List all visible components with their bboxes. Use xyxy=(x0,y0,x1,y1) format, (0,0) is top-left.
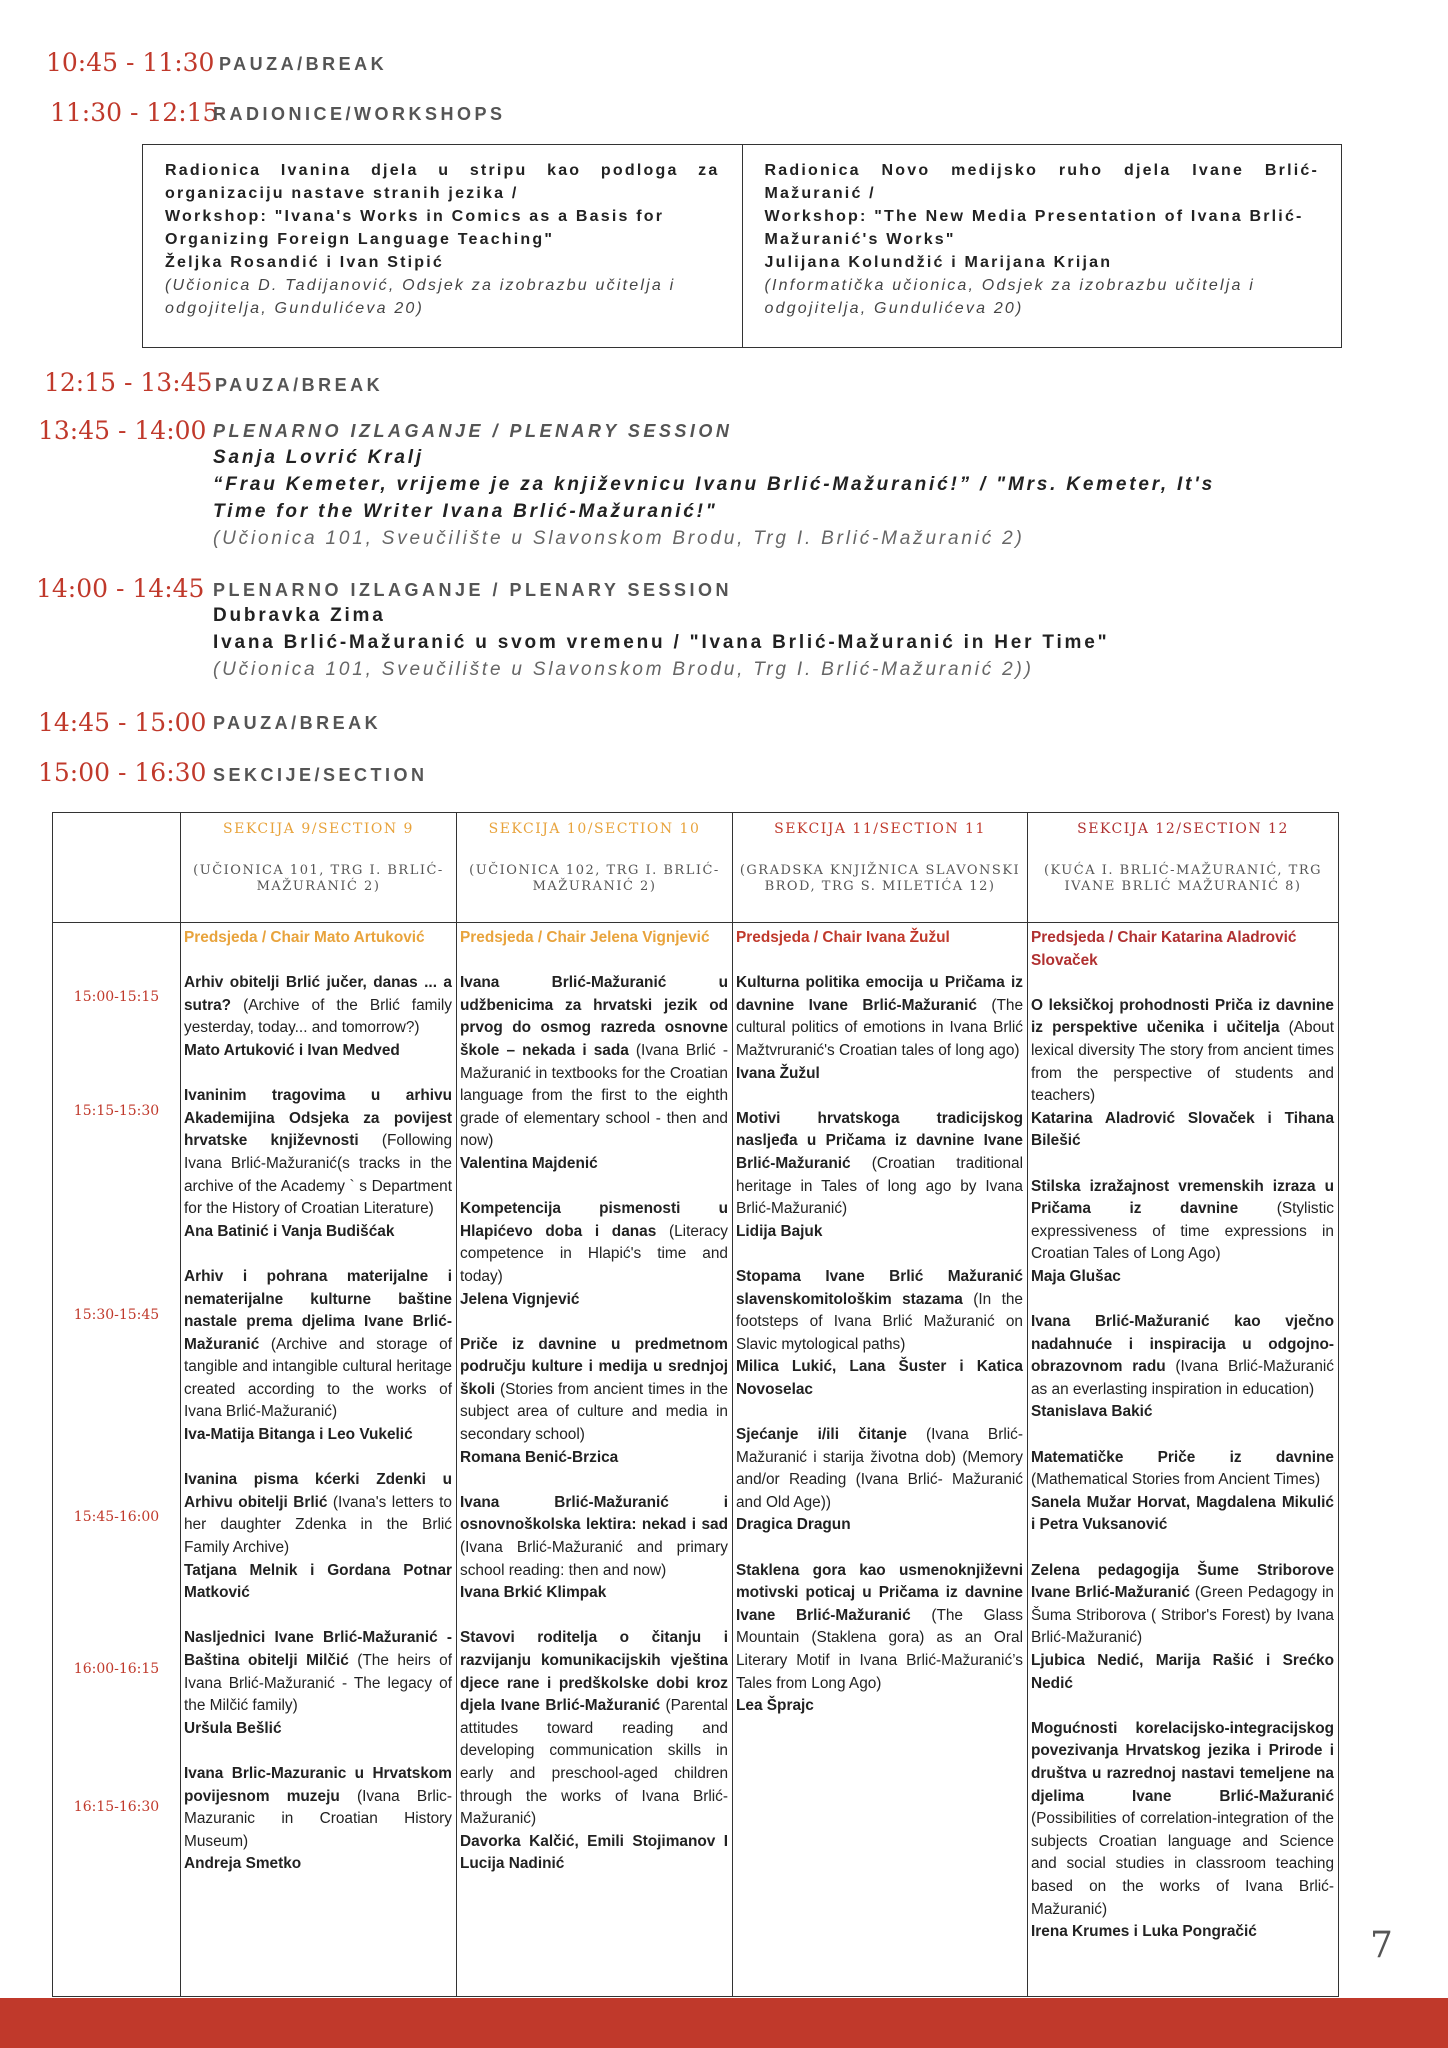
paper-entry xyxy=(1031,995,1334,1153)
paper-authors: Dragica Dragun xyxy=(736,1516,851,1534)
paper-entry xyxy=(1031,1560,1334,1696)
section-9-room: (UČIONICA 101, TRG I. BRLIĆ-MAŽURANIĆ 2) xyxy=(193,863,444,894)
section-9-header xyxy=(181,813,457,923)
plenary-2-speaker: Dubravka Zima xyxy=(213,605,386,626)
paper-title: Staklena gora kao usmenoknjiževni motivski poticaj u Pričama iz davnine Ivane Brlić-Mažuranić xyxy=(736,1561,1023,1624)
plenary-2-title: Ivana Brlić-Mažuranić u svom vremenu / "Ivana Brlić-Mažuranić in Her Time" xyxy=(213,632,1110,653)
paper-entry xyxy=(184,1469,452,1605)
paper-title: Sjećanje i/ili čitanje xyxy=(736,1426,907,1444)
workshops-box xyxy=(142,144,1342,348)
paper-title: Arhiv obitelji Brlić jučer, danas ... a sutra? xyxy=(184,974,452,1014)
time-13-45: 13:45 - 14:00 xyxy=(38,416,207,445)
paper-authors: Andreja Smetko xyxy=(184,1855,302,1873)
paper-entry xyxy=(184,972,452,1062)
plenary-1-speaker: Sanja Lovrić Kralj xyxy=(213,447,424,468)
paper-description: (Ivana Brlić-Mažuranić i starija životna dob) (Memory and/or Reading (Ivana Brlić- Mažuranić and Old Age)) xyxy=(736,1426,1023,1511)
footer-bar xyxy=(0,1998,1448,2048)
time-14-45: 14:45 - 15:00 xyxy=(38,708,207,737)
paper-title: Ivana Brlić-Mažuranić u udžbenicima za hrvatski jezik od prvog do osmog razreda osnovne škole – nekada i sada xyxy=(460,974,728,1059)
paper-authors: Maja Glušac xyxy=(1031,1267,1121,1285)
paper-description: (Mathematical Stories from Ancient Times) xyxy=(1031,1471,1321,1489)
paper-entry xyxy=(736,972,1023,1085)
sections-header-row xyxy=(53,813,1339,923)
slot-4: 15:45-16:00 xyxy=(73,1509,160,1525)
plenary-1-location: (Učionica 101, Sveučilište u Slavonskom Brodu, Trg I. Brlić-Mažuranić 2) xyxy=(213,528,1025,549)
paper-authors: Romana Benić-Brzica xyxy=(460,1448,619,1466)
slot-6: 16:15-16:30 xyxy=(73,1799,160,1815)
paper-authors: Irena Krumes i Luka Pongračić xyxy=(1031,1923,1257,1941)
section-chair: Predsjeda / Chair Mato Artuković xyxy=(184,929,425,946)
paper-title: Priče iz davnine u predmetnom području kulture i medija u srednjoj školi xyxy=(460,1335,728,1398)
paper-entry xyxy=(1031,1447,1334,1537)
workshop-1-title-en: Workshop: "Ivana's Works in Comics as a Basis for Organizing Foreign Language Teaching" xyxy=(165,208,665,248)
paper-description: (Croatian traditional heritage in Tales of long ago by Ivana Brlić-Mažuranić) xyxy=(736,1154,1023,1218)
slot-2: 15:15-15:30 xyxy=(73,1103,160,1119)
paper-entry xyxy=(460,972,728,1175)
paper-authors: Ivana Žužul xyxy=(736,1064,820,1082)
section-12-header xyxy=(1028,813,1339,923)
workshop-1-authors: Željka Rosandić i Ivan Stipić xyxy=(165,254,444,271)
sections-table xyxy=(52,812,1339,1997)
section-11-column xyxy=(733,923,1028,1997)
paper-description: (Ivana Brlić-Mažuranić and primary school reading: then and now) xyxy=(460,1539,728,1579)
paper-description: (Ivana's letters to her daughter Zdenka in the Brlić Family Archive) xyxy=(184,1493,452,1557)
label-break-3: PAUZA/BREAK xyxy=(213,713,382,733)
section-12-room: (KUĆA I. BRLIĆ-MAŽURANIĆ, TRG IVANE BRLIĆ MAŽURANIĆ 8) xyxy=(1043,863,1323,894)
label-sections: SEKCIJE/SECTION xyxy=(213,765,428,785)
paper-entry xyxy=(460,1198,728,1311)
section-10-room: (UČIONICA 102, TRG I. BRLIĆ-MAŽURANIĆ 2) xyxy=(469,863,720,894)
paper-description: (Stylistic expressiveness of time expressions in Croatian Tales of Long Ago) xyxy=(1031,1200,1334,1263)
paper-title: O leksičkoj prohodnosti Priča iz davnine iz perspektive učenika i učitelja xyxy=(1031,996,1334,1037)
paper-authors: Jelena Vignjević xyxy=(460,1290,580,1308)
paper-title: Ivanina pisma kćerki Zdenki u Arhivu obitelji Brlić xyxy=(184,1471,452,1511)
paper-entry xyxy=(1031,1176,1334,1289)
section-9-title: SEKCIJA 9/SECTION 9 xyxy=(223,821,414,837)
slot-3: 15:30-15:45 xyxy=(73,1307,160,1323)
paper-entry xyxy=(736,1108,1023,1244)
header-empty-cell xyxy=(53,813,181,923)
paper-entry xyxy=(184,1627,452,1740)
section-10-column xyxy=(457,923,733,1997)
paper-entry xyxy=(184,1085,452,1243)
paper-entry xyxy=(736,1560,1023,1718)
paper-authors: Davorka Kalčić, Emili Stojimanov I Lucija Nadinić xyxy=(460,1832,728,1873)
section-9-column xyxy=(181,923,457,1997)
paper-authors: Uršula Bešlić xyxy=(184,1719,282,1737)
paper-description: (Stories from ancient times in the subject area of culture and media in secondary school) xyxy=(460,1380,728,1444)
section-chair: Predsjeda / Chair Ivana Žužul xyxy=(736,929,950,946)
page-number: 7 xyxy=(1370,1925,1393,1966)
paper-authors: Lea Šprajc xyxy=(736,1697,814,1715)
paper-entry xyxy=(1031,1311,1334,1424)
paper-entry xyxy=(736,1424,1023,1537)
paper-title: Arhiv i pohrana materijalne i nematerijalne kulturne baštine nastale prema djelima Ivane Brlić-Mažuranić xyxy=(184,1267,452,1353)
paper-title: Stilska izražajnost vremenskih izraza u Pričama iz davnine xyxy=(1031,1177,1334,1218)
paper-description: (Ivana Brlić-Mažuranić as an everlasting inspiration in education) xyxy=(1031,1358,1334,1398)
paper-authors: Ivana Brkić Klimpak xyxy=(460,1584,607,1602)
section-12-column xyxy=(1028,923,1339,1997)
paper-description: (Parental attitudes toward reading and developing communication skills in early and preschool-aged children through the works of Ivana Brlić-Mažuranić) xyxy=(460,1697,728,1828)
paper-authors: Mato Artuković i Ivan Medved xyxy=(184,1041,400,1059)
section-10-title: SEKCIJA 10/SECTION 10 xyxy=(488,821,701,837)
section-12-title: SEKCIJA 12/SECTION 12 xyxy=(1077,821,1289,837)
paper-authors: Ljubica Nedić, Marija Rašić i Srećko Nedić xyxy=(1031,1652,1334,1692)
paper-authors: Valentina Majdenić xyxy=(460,1154,598,1172)
workshop-2 xyxy=(742,145,1342,347)
paper-description: (Possibilities of correlation-integration of the subjects Croatian language and Science and social studies in classroom teaching based on the works of Ivana Brlić-Mažuranić) xyxy=(1031,1810,1334,1918)
paper-description: (The cultural politics of emotions in Ivana Brlić Mažtvruranić's Croatian tales of long ago) xyxy=(736,996,1024,1059)
paper-description: (Literacy competence in Hlapić's time and today) xyxy=(460,1222,728,1285)
section-11-title: SEKCIJA 11/SECTION 11 xyxy=(774,821,986,837)
plenary-1-label: PLENARNO IZLAGANJE / PLENARY SESSION xyxy=(213,421,733,441)
paper-authors: Milica Lukić, Lana Šuster i Katica Novoselac xyxy=(736,1358,1023,1398)
workshop-1-title-hr: Radionica Ivanina djela u stripu kao podloga za organizaciju nastave stranih jezika / xyxy=(165,162,720,202)
time-11-30: 11:30 - 12:15 xyxy=(50,98,219,127)
paper-entry xyxy=(1031,1718,1334,1944)
paper-title: Stopama Ivane Brlić Mažuranić slavenskomitološkim stazama xyxy=(736,1267,1023,1308)
section-chair: Predsjeda / Chair Jelena Vignjević xyxy=(460,929,710,946)
paper-entry xyxy=(184,1266,452,1447)
paper-entry xyxy=(736,1266,1023,1402)
plenary-2-location: (Učionica 101, Sveučilište u Slavonskom Brodu, Trg I. Brlić-Mažuranić 2)) xyxy=(213,659,1034,680)
label-workshops: RADIONICE/WORKSHOPS xyxy=(213,104,506,124)
paper-description: (The heirs of Ivana Brlić-Mažuranić - The legacy of the Milčić family) xyxy=(184,1652,452,1715)
time-10-45: 10:45 - 11:30 xyxy=(46,48,215,77)
workshop-2-title-en: Workshop: "The New Media Presentation of Ivana Brlić-Mažuranić's Works" xyxy=(764,208,1304,248)
paper-description: (About lexical diversity The story from ancient times from the perspective of students and teachers) xyxy=(1031,1019,1334,1105)
paper-title: Nasljednici Ivane Brlić-Mažuranić - Baština obitelji Milčić xyxy=(184,1629,452,1669)
section-11-room: (GRADSKA KNJIŽNICA SLAVONSKI BROD, TRG S. MILETIĆA 12) xyxy=(739,863,1021,894)
paper-description: (Ivana Brlić - Mažuranić in textbooks for the Croatian language from the first to the eighth grade of elementary school - then and now) xyxy=(460,1041,729,1150)
paper-title: Stavovi roditelja o čitanju i razvijanju komunikacijskih vještina djece rane i predškolske dobi kroz djela Ivane Brlić-Mažuranić xyxy=(460,1629,728,1715)
label-break-2: PAUZA/BREAK xyxy=(215,375,384,395)
paper-authors: Lidija Bajuk xyxy=(736,1222,823,1240)
plenary-1-title-1: “Frau Kemeter, vrijeme je za književnicu Ivanu Brlić-Mažuranić!” / "Mrs. Kemeter, It's xyxy=(213,474,1215,495)
paper-description: (Archive of the Brlić family yesterday, today... and tomorrow?) xyxy=(184,996,452,1037)
paper-description: (Following Ivana Brlić-Mažuranić(s tracks in the archive of the Academy ` s Department for the History of Croatian Literature) xyxy=(184,1132,452,1218)
workshop-2-location: (Informatička učionica, Odsjek za izobrazbu učitelja i odgojitelja, Gundulićeva 20) xyxy=(764,277,1256,317)
paper-authors: Iva-Matija Bitanga i Leo Vukelić xyxy=(184,1426,413,1444)
paper-authors: Tatjana Melnik i Gordana Potnar Matković xyxy=(184,1561,452,1602)
paper-description: (Archive and storage of tangible and intangible cultural heritage created according to the works of Ivana Brlić-Mažuranić) xyxy=(184,1335,452,1421)
paper-title: Kompetencija pismenosti u Hlapićevo doba i danas xyxy=(460,1200,728,1240)
paper-authors: Ana Batinić i Vanja Budišćak xyxy=(184,1222,395,1240)
slot-1: 15:00-15:15 xyxy=(73,989,160,1005)
time-14-00: 14:00 - 14:45 xyxy=(36,574,205,603)
paper-title: Zelena pedagogija Šume Striborove Ivane Brlić-Mažuranić xyxy=(1031,1561,1334,1602)
paper-description: (Ivana Brlic-Mazuranic in Croatian History Museum) xyxy=(184,1787,452,1850)
sections-body-row xyxy=(53,923,1339,1997)
paper-authors: Sanela Mužar Horvat, Magdalena Mikulić i Petra Vuksanović xyxy=(1031,1493,1334,1534)
section-chair: Predsjeda / Chair Katarina Aladrović Slovaček xyxy=(1031,929,1297,969)
paper-description: (In the footsteps of Ivana Brlić Mažuranić on Slavic mytological paths) xyxy=(736,1290,1023,1353)
plenary-1-title-2: Time for the Writer Ivana Brlić-Mažuranić!" xyxy=(213,501,718,522)
paper-entry xyxy=(460,1492,728,1605)
paper-entry xyxy=(460,1334,728,1470)
workshop-2-title-hr: Radionica Novo medijsko ruho djela Ivane Brlić-Mažuranić / xyxy=(764,162,1319,202)
paper-entry xyxy=(460,1627,728,1876)
paper-authors: Katarina Aladrović Slovaček i Tihana Bilešić xyxy=(1031,1109,1334,1150)
paper-description: (The Glass Mountain (Staklena gora) as an Oral Literary Motif in Ivana Brlić-Mažuranić’s Tales from Long Ago) xyxy=(736,1606,1023,1692)
paper-authors: Stanislava Bakić xyxy=(1031,1403,1153,1421)
paper-title: Motivi hrvatskoga tradicijskog nasljeđa u Pričama iz davnine Ivane Brlić-Mažuranić xyxy=(736,1109,1023,1172)
section-11-header xyxy=(733,813,1028,923)
plenary-2-details xyxy=(213,602,1109,683)
time-15-00: 15:00 - 16:30 xyxy=(38,758,207,787)
plenary-1-details xyxy=(213,444,1215,552)
paper-title: Ivana Brlić-Mažuranić i osnovnoškolska lektira: nekad i sad xyxy=(460,1493,728,1534)
paper-entry xyxy=(184,1763,452,1876)
paper-description: (Green Pedagogy in Šuma Striborova ( Stribor's Forest) by Ivana Brlić-Mažuranić) xyxy=(1031,1584,1334,1647)
section-10-header xyxy=(457,813,733,923)
paper-title: Ivana Brlić-Mažuranić kao vječno nadahnuće i inspiracija u odgojno-obrazovnom radu xyxy=(1031,1313,1334,1376)
paper-title: Matematičke Priče iz davnine xyxy=(1031,1448,1334,1466)
slot-5: 16:00-16:15 xyxy=(73,1661,160,1677)
paper-title: Ivana Brlic-Mazuranic u Hrvatskom povijesnom muzeju xyxy=(184,1764,452,1805)
paper-title: Ivaninim tragovima u arhivu Akademijina Odsjeka za povijest hrvatske književnosti xyxy=(184,1087,452,1150)
workshop-2-authors: Julijana Kolundžić i Marijana Krijan xyxy=(764,254,1113,271)
workshop-1 xyxy=(143,145,742,347)
paper-title: Kulturna politika emocija u Pričama iz davnine Ivane Brlić-Mažuranić xyxy=(736,974,1023,1014)
time-12-15: 12:15 - 13:45 xyxy=(44,368,213,397)
label-break-1: PAUZA/BREAK xyxy=(219,54,388,74)
workshop-1-location: (Učionica D. Tadijanović, Odsjek za izobrazbu učitelja i odgojitelja, Gundulićeva 20) xyxy=(165,277,676,317)
plenary-2-label: PLENARNO IZLAGANJE / PLENARY SESSION xyxy=(213,580,733,600)
paper-title: Mogućnosti korelacijsko-integracijskog povezivanja Hrvatskog jezika i Prirode i društva u razrednoj nastavi temeljene na djelima Ivane Brlić-Mažuranić xyxy=(1031,1719,1334,1805)
time-slots-cell xyxy=(53,923,181,1997)
